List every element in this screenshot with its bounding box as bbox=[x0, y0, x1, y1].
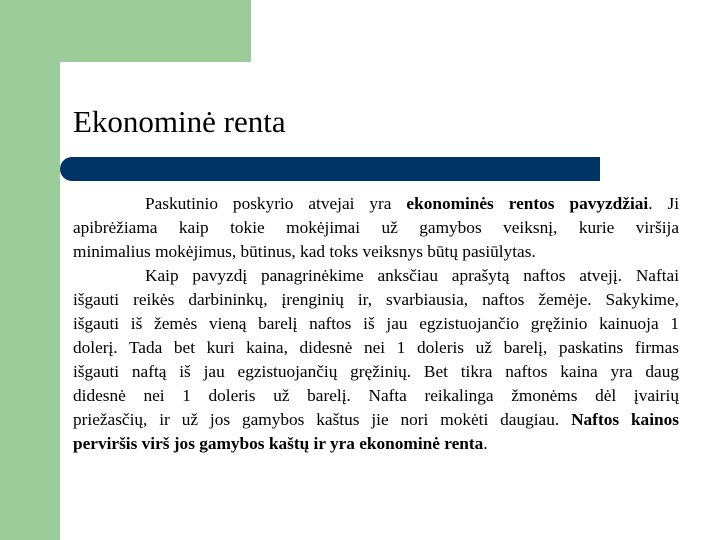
text-segment: išgauti reikės darbininkų, įrenginių ir, svarbiausia, naftos žemėje. Sakykime, bbox=[73, 290, 679, 309]
text-segment: išgauti naftą iš jau egzistuojančių gręžinių. Bet tikra naftos kaina yra daug bbox=[73, 362, 679, 381]
text-line bbox=[73, 432, 679, 456]
text-segment: išgauti iš žemės vieną barelį naftos iš jau egzistuojančio gręžinio kainuoja 1 bbox=[73, 314, 679, 333]
text-segment: minimalius mokėjimus, būtinus, kad toks veiksnys būtų pasiūlytas. bbox=[73, 242, 536, 261]
title-divider-bar bbox=[60, 157, 600, 181]
text-line bbox=[73, 384, 679, 408]
text-segment: Paskutinio poskyrio atvejai yra bbox=[145, 194, 407, 213]
decorative-green-sidebar bbox=[0, 0, 60, 540]
text-line bbox=[73, 312, 679, 336]
text-segment: . Ji bbox=[648, 194, 679, 213]
text-line bbox=[73, 336, 679, 360]
text-line bbox=[73, 240, 679, 264]
bold-text: ekonominės rentos pavyzdžiai bbox=[406, 194, 649, 213]
text-segment: Kaip pavyzdį panagrinėkime anksčiau aprašytą naftos atvejį. Naftai bbox=[145, 266, 679, 285]
bold-text: Naftos kainos bbox=[571, 410, 679, 429]
text-segment: . bbox=[483, 434, 488, 453]
bold-text: perviršis virš jos gamybos kaštų ir yra ekonominė renta bbox=[73, 434, 484, 453]
text-segment: didesnė nei 1 doleris už barelį. Nafta reikalinga žmonėms dėl įvairių bbox=[73, 386, 679, 405]
text-line bbox=[73, 192, 679, 216]
text-line bbox=[73, 288, 679, 312]
text-segment: priežasčių, ir už jos gamybos kaštus jie nori mokėti daugiau. bbox=[73, 410, 572, 429]
text-segment: dolerį. Tada bet kuri kaina, didesnė nei 1 doleris už barelį, paskatins firmas bbox=[73, 338, 679, 357]
text-segment: apibrėžiama kaip tokie mokėjimai už gamybos veiksnį, kurie viršija bbox=[73, 218, 679, 237]
text-line bbox=[73, 216, 679, 240]
text-line bbox=[73, 360, 679, 384]
paragraph bbox=[73, 264, 679, 456]
text-line bbox=[73, 408, 679, 432]
decorative-green-header-block bbox=[0, 0, 251, 62]
text-line bbox=[73, 264, 679, 288]
slide-title: Ekonominė renta bbox=[73, 104, 286, 139]
slide-body-text bbox=[73, 192, 679, 456]
paragraph bbox=[73, 192, 679, 264]
decorative-rounded-corner bbox=[60, 62, 100, 102]
